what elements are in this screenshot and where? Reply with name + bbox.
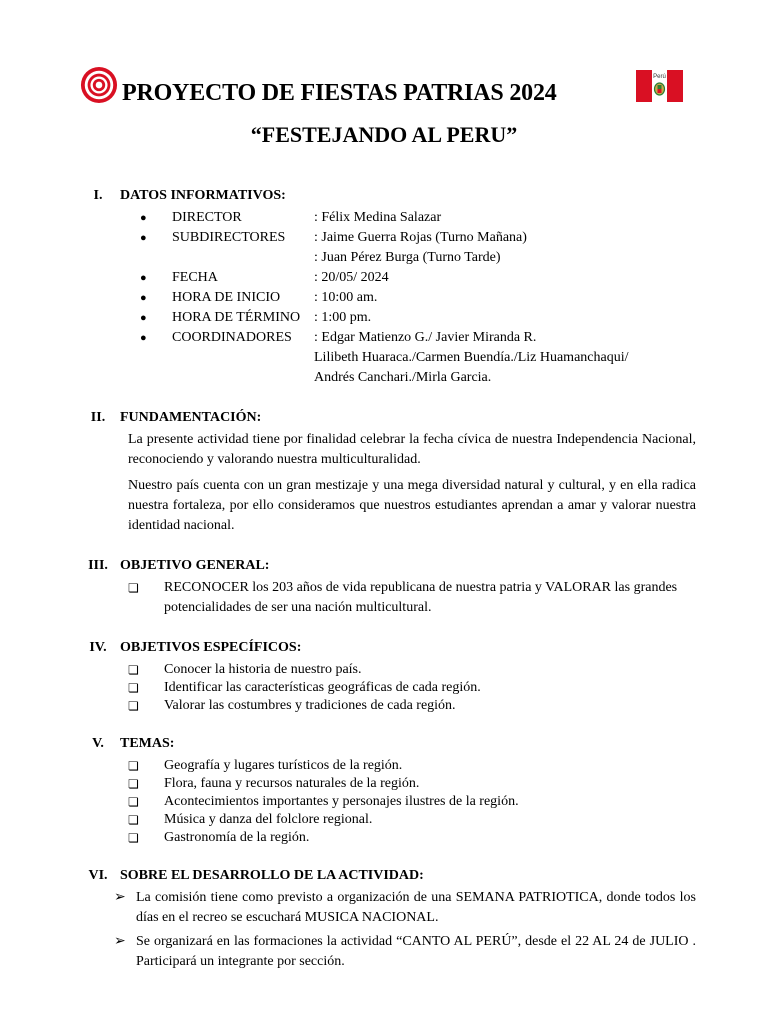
section-heading	[76, 556, 696, 578]
section-number: I.	[93, 188, 103, 203]
section-title: TEMAS:	[120, 736, 175, 751]
section-heading	[76, 186, 696, 208]
bullet-icon: ●	[140, 292, 147, 304]
section-heading	[76, 734, 696, 756]
section-number: VI.	[88, 868, 108, 883]
list-item-text: Identificar las características geográficas de cada región.	[164, 680, 481, 695]
section-title: DATOS INFORMATIVOS:	[120, 188, 286, 203]
info-continuation: Lilibeth Huaraca./Carmen Buendía./Liz Huamanchaqui/	[314, 350, 629, 365]
section-title: OBJETIVOS ESPECÍFICOS:	[120, 640, 302, 655]
info-value: : 10:00 am.	[314, 290, 378, 305]
section-temas	[76, 734, 696, 846]
paragraph: La presente actividad tiene por finalidad celebrar la fecha cívica de nuestra Independencia Nacional, reconociendo y valorando nuestra multiculturalidad.	[128, 432, 696, 467]
info-value: : 1:00 pm.	[314, 310, 372, 325]
section-title: OBJETIVO GENERAL:	[120, 558, 270, 573]
list-item-text: RECONOCER los 203 años de vida republicana de nuestra patria y VALORAR las grandes potencialidades de ser una nación multicultural.	[164, 580, 678, 615]
checkbox-bullet-icon: ❏	[128, 831, 139, 845]
list-item	[114, 932, 696, 972]
info-row-fecha	[76, 268, 696, 288]
section-objetivo-general	[76, 556, 696, 618]
bullet-icon: ●	[140, 312, 147, 324]
info-value: : Jaime Guerra Rojas (Turno Mañana)	[314, 230, 527, 245]
document-body	[76, 186, 696, 992]
section-heading	[76, 866, 696, 888]
list-item	[128, 578, 696, 618]
bullet-icon: ●	[140, 272, 147, 284]
info-continuation: Andrés Canchari./Mirla Garcia.	[314, 370, 492, 385]
document-title: PROYECTO DE FIESTAS PATRIAS 2024	[122, 80, 557, 106]
list-item	[114, 888, 696, 928]
info-value: : Félix Medina Salazar	[314, 210, 442, 225]
list-item	[128, 660, 696, 678]
list-item	[128, 828, 696, 846]
checkbox-bullet-icon: ❏	[128, 581, 139, 595]
info-label: COORDINADORES	[172, 330, 292, 345]
section-number: IV.	[89, 640, 107, 655]
list-item-text: Música y danza del folclore regional.	[164, 812, 373, 827]
checkbox-bullet-icon: ❏	[128, 681, 139, 695]
section-fundamentacion	[76, 408, 696, 536]
info-row-director	[76, 208, 696, 228]
list-item-text: Acontecimientos importantes y personajes ilustres de la región.	[164, 794, 519, 809]
flag-label: Perú	[653, 74, 666, 80]
list-item-text: Valorar las costumbres y tradiciones de cada región.	[164, 698, 456, 713]
checkbox-bullet-icon: ❏	[128, 777, 139, 791]
section-number: II.	[90, 410, 106, 425]
section-heading	[76, 408, 696, 430]
bullet-icon: ●	[140, 212, 147, 224]
checkbox-bullet-icon: ❏	[128, 663, 139, 677]
info-value: : 20/05/ 2024	[314, 270, 389, 285]
list-item	[128, 678, 696, 696]
section-title: FUNDAMENTACIÓN:	[120, 410, 262, 425]
info-row-hora-inicio	[76, 288, 696, 308]
list-item-text: Gastronomía de la región.	[164, 830, 310, 845]
section-heading	[76, 638, 696, 660]
info-label: FECHA	[172, 270, 218, 285]
list-item	[128, 756, 696, 774]
info-label: SUBDIRECTORES	[172, 230, 286, 245]
info-row-hora-termino	[76, 308, 696, 328]
peru-flag-icon	[636, 70, 683, 102]
info-label: DIRECTOR	[172, 210, 242, 225]
arrow-bullet-icon: ➢	[114, 934, 126, 949]
info-value: : Edgar Matienzo G./ Javier Miranda R.	[314, 330, 537, 345]
list-item	[128, 792, 696, 810]
list-item-text: Geografía y lugares turísticos de la región.	[164, 758, 403, 773]
peru-cockade-icon	[80, 66, 118, 104]
checkbox-bullet-icon: ❏	[128, 699, 139, 713]
bullet-icon: ●	[140, 332, 147, 344]
bullet-icon: ●	[140, 232, 147, 244]
section-number: V.	[92, 736, 104, 751]
section-objetivos-especificos	[76, 638, 696, 714]
checkbox-bullet-icon: ❏	[128, 759, 139, 773]
info-label: HORA DE TÉRMINO	[172, 310, 301, 325]
info-label: HORA DE INICIO	[172, 290, 281, 305]
checkbox-bullet-icon: ❏	[128, 795, 139, 809]
section-title: SOBRE EL DESARROLLO DE LA ACTIVIDAD:	[120, 868, 424, 883]
section-number: III.	[88, 558, 108, 573]
arrow-bullet-icon: ➢	[114, 890, 126, 905]
info-row-coordinadores	[76, 328, 696, 348]
list-item	[128, 810, 696, 828]
checkbox-bullet-icon: ❏	[128, 813, 139, 827]
list-item-text: Se organizará en las formaciones la actividad “CANTO AL PERÚ”, desde el 22 AL 24 de JULIO . Participará un integrante por sección.	[136, 934, 696, 969]
list-item-text: La comisión tiene como previsto a organización de una SEMANA PATRIOTICA, donde todos los días en el recreo se escuchará MUSICA NACIONAL.	[136, 890, 696, 925]
paragraph: Nuestro país cuenta con un gran mestizaje y una mega diversidad natural y cultural, y en ella radica nuestra fortaleza, por ello consideramos que nuestros estudiantes aprendan a amar y valorar nuestra identidad nacional.	[128, 478, 696, 533]
list-item-text: Conocer la historia de nuestro país.	[164, 662, 362, 677]
list-item-text: Flora, fauna y recursos naturales de la región.	[164, 776, 420, 791]
document-subtitle: “FESTEJANDO AL PERU”	[250, 122, 518, 147]
list-item	[128, 774, 696, 792]
list-item	[128, 696, 696, 714]
section-desarrollo-actividad	[76, 866, 696, 972]
section-datos-informativos	[76, 186, 696, 388]
info-row-subdirectores	[76, 228, 696, 248]
info-continuation: : Juan Pérez Burga (Turno Tarde)	[314, 250, 501, 265]
